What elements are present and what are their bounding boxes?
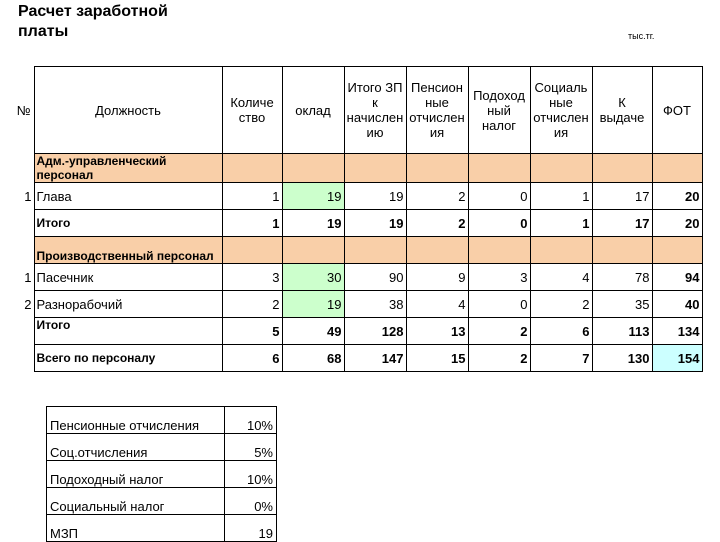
row-label: Разнорабочий: [34, 291, 222, 318]
header-position: Должность: [34, 67, 222, 154]
parameters-table: [46, 406, 277, 542]
table-row: [14, 291, 702, 318]
cell-pension: 2: [406, 210, 468, 237]
param-value[interactable]: 0%: [225, 488, 277, 515]
cell-salary: 19: [282, 210, 344, 237]
cell-pension: 9: [406, 264, 468, 291]
header-num: №: [16, 102, 31, 118]
cell-social: 7: [530, 345, 592, 372]
cell-salary[interactable]: 30: [282, 264, 344, 291]
cell-fund: 154: [652, 345, 702, 372]
param-value[interactable]: 19: [225, 515, 277, 542]
cell-fund: 134: [652, 318, 702, 345]
cell-social: 1: [530, 210, 592, 237]
cell-salary: 68: [282, 345, 344, 372]
cell-social: 4: [530, 264, 592, 291]
cell-fund: 94: [652, 264, 702, 291]
page-title: Расчет заработной платы: [18, 3, 168, 40]
cell-salary[interactable]: 19: [282, 183, 344, 210]
header-qty: Количе ство: [222, 67, 282, 154]
header-fund: ФОТ: [652, 67, 702, 154]
param-row: [47, 515, 277, 542]
cell-income-tax: 2: [468, 345, 530, 372]
cell-fund: 20: [652, 183, 702, 210]
cell-payout: 35: [592, 291, 652, 318]
section-row-admin: [14, 154, 702, 183]
param-value[interactable]: 10%: [225, 461, 277, 488]
cell-pension: 2: [406, 183, 468, 210]
param-label: Подоходный налог: [47, 461, 225, 488]
units-label: тыс.тг.: [628, 31, 655, 41]
section-row-production: [14, 237, 702, 264]
cell-social: 1: [530, 183, 592, 210]
cell-payout: 17: [592, 210, 652, 237]
cell-accrued: 147: [344, 345, 406, 372]
cell-qty: 5: [222, 318, 282, 345]
row-label: Всего по персоналу: [34, 345, 222, 372]
table-row: [14, 183, 702, 210]
header-social: Социаль ные отчислен ия: [530, 67, 592, 154]
cell-qty[interactable]: 1: [222, 183, 282, 210]
header-accrued: Итого ЗП к начислен ию: [344, 67, 406, 154]
cell-income-tax: 0: [468, 210, 530, 237]
row-label: Итого: [34, 210, 222, 237]
param-label: Соц.отчисления: [47, 434, 225, 461]
cell-qty: 6: [222, 345, 282, 372]
grand-total-row: [14, 345, 702, 372]
cell-accrued: 38: [344, 291, 406, 318]
cell-pension: 13: [406, 318, 468, 345]
cell-accrued: 19: [344, 183, 406, 210]
cell-payout: 130: [592, 345, 652, 372]
row-label: Пасечник: [34, 264, 222, 291]
section-label: Производственный персонал: [34, 237, 222, 264]
cell-accrued: 19: [344, 210, 406, 237]
header-pension: Пенсион ные отчислен ия: [406, 67, 468, 154]
row-num: 1: [24, 269, 32, 285]
cell-social: 6: [530, 318, 592, 345]
param-row: [47, 488, 277, 515]
param-value[interactable]: 5%: [225, 434, 277, 461]
cell-accrued: 90: [344, 264, 406, 291]
cell-payout: 78: [592, 264, 652, 291]
cell-fund: 20: [652, 210, 702, 237]
cell-salary[interactable]: 19: [282, 291, 344, 318]
param-value[interactable]: 10%: [225, 407, 277, 434]
row-label: Глава: [34, 183, 222, 210]
param-label: МЗП: [47, 515, 225, 542]
cell-payout: 17: [592, 183, 652, 210]
header-salary: оклад: [282, 67, 344, 154]
cell-pension: 15: [406, 345, 468, 372]
cell-pension: 4: [406, 291, 468, 318]
cell-payout: 113: [592, 318, 652, 345]
row-num: 1: [24, 188, 32, 204]
param-row: [47, 407, 277, 434]
cell-qty[interactable]: 2: [222, 291, 282, 318]
row-label: Итого: [34, 318, 222, 345]
cell-fund: 40: [652, 291, 702, 318]
header-row: [14, 67, 702, 154]
cell-salary: 49: [282, 318, 344, 345]
param-row: [47, 461, 277, 488]
table-row: [14, 264, 702, 291]
cell-social: 2: [530, 291, 592, 318]
cell-qty[interactable]: 3: [222, 264, 282, 291]
section-label: Адм.-управленческий персонал: [34, 154, 222, 183]
cell-accrued: 128: [344, 318, 406, 345]
subtotal-row: [14, 318, 702, 345]
header-income-tax: Подоход ный налог: [468, 67, 530, 154]
param-row: [47, 434, 277, 461]
param-label: Пенсионные отчисления: [47, 407, 225, 434]
cell-income-tax: 0: [468, 291, 530, 318]
payroll-table: [14, 66, 703, 372]
cell-income-tax: 0: [468, 183, 530, 210]
cell-qty: 1: [222, 210, 282, 237]
param-label: Социальный налог: [47, 488, 225, 515]
cell-income-tax: 2: [468, 318, 530, 345]
row-num: 2: [24, 296, 32, 312]
subtotal-row: [14, 210, 702, 237]
header-payout: К выдаче: [592, 67, 652, 154]
cell-income-tax: 3: [468, 264, 530, 291]
